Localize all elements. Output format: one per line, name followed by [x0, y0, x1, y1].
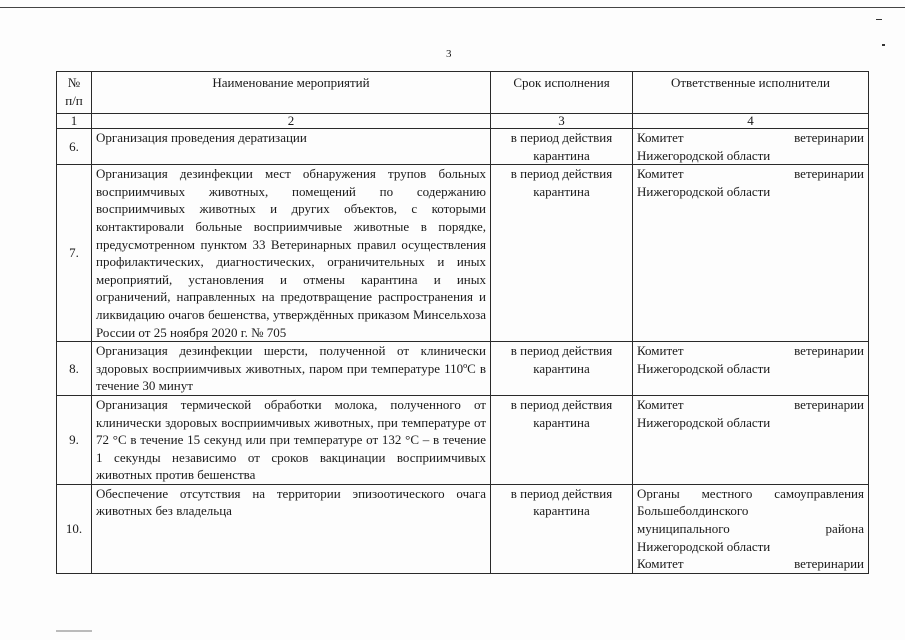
column-index: 3	[491, 114, 633, 129]
header-num: № п/п	[57, 72, 92, 114]
responsible-line: Комитет ветеринарии	[637, 556, 864, 572]
measure-term: в период действия карантина	[491, 484, 633, 573]
measure-name: Организация проведения дератизации	[92, 129, 491, 165]
scan-speck	[882, 44, 885, 46]
header-name: Наименование мероприятий	[92, 72, 491, 114]
scan-mark	[56, 630, 92, 632]
row-number: 10.	[57, 484, 92, 573]
column-index-row	[57, 114, 869, 129]
responsible-line: Нижегородской области	[637, 183, 771, 199]
responsible-line: Комитет ветеринарии	[637, 396, 864, 412]
table-row	[57, 342, 869, 396]
top-rule	[0, 7, 905, 8]
responsible-line: Органы местного самоуправления	[637, 485, 864, 501]
measure-term: в период действия карантина	[491, 165, 633, 342]
row-number: 8.	[57, 342, 92, 396]
header-responsible: Ответственные исполнители	[633, 72, 869, 114]
table-row	[57, 484, 869, 573]
table-row	[57, 395, 869, 484]
row-number: 7.	[57, 165, 92, 342]
column-index: 4	[633, 114, 869, 129]
measure-responsible	[633, 342, 869, 396]
column-index: 1	[57, 114, 92, 129]
responsible-line: муниципального района	[637, 521, 864, 537]
responsible-line: Комитет ветеринарии	[637, 130, 864, 145]
row-number: 9.	[57, 395, 92, 484]
measure-name: Организация дезинфекции шерсти, полученной от клинически здоровых восприимчивых животных, паром при температуре 110ºС в течение 30 минут	[92, 342, 491, 396]
measure-responsible	[633, 165, 869, 342]
measure-term: в период действия карантина	[491, 129, 633, 165]
measure-responsible	[633, 129, 869, 165]
measures-table	[56, 71, 869, 574]
measure-term: в период действия карантина	[491, 395, 633, 484]
table-row	[57, 165, 869, 342]
header-term: Срок исполнения	[491, 72, 633, 114]
measure-term: в период действия карантина	[491, 342, 633, 396]
measure-name: Организация дезинфекции мест обнаружения трупов больных восприимчивых животных, помещений по содержанию восприимчивых животных и других объектов, с которыми контактировали больные восприимчивые животные в порядке, предусмотренном пунктом 33 Ветеринарных правил осуществления профилактических, диагностических, ограничительных и иных мероприятий, установления и отмены карантина и иных ограничений, направленных на предотвращение распространения и ликвидацию очагов бешенства, утверждённых приказом Минсельхоза России от 25 ноября 2020 г. № 705	[92, 165, 491, 342]
responsible-line: Нижегородской области	[637, 360, 771, 376]
header-row	[57, 72, 869, 114]
responsible-line: Нижегородской области	[637, 147, 771, 163]
measure-responsible	[633, 484, 869, 573]
page-number: 3	[446, 48, 452, 60]
measure-responsible	[633, 395, 869, 484]
table-row	[57, 129, 869, 165]
responsible-line: Нижегородской области	[637, 538, 771, 554]
responsible-line: Комитет ветеринарии	[637, 166, 864, 182]
measure-name: Организация термической обработки молока, полученного от клинически здоровых восприимчивых животных, при температуре от 72 °С в течение 15 секунд или при температуре от 132 °С – в течение 1 секунды независимо от сроков вакцинации восприимчивых животных против бешенства	[92, 395, 491, 484]
measure-name: Обеспечение отсутствия на территории эпизоотического очага животных без владельца	[92, 484, 491, 573]
responsible-line: Большеболдинского	[637, 503, 749, 519]
scan-speck	[876, 19, 882, 20]
column-index: 2	[92, 114, 491, 129]
responsible-line: Нижегородской области	[637, 414, 771, 430]
responsible-line: Комитет ветеринарии	[637, 343, 864, 359]
row-number: 6.	[57, 129, 92, 165]
